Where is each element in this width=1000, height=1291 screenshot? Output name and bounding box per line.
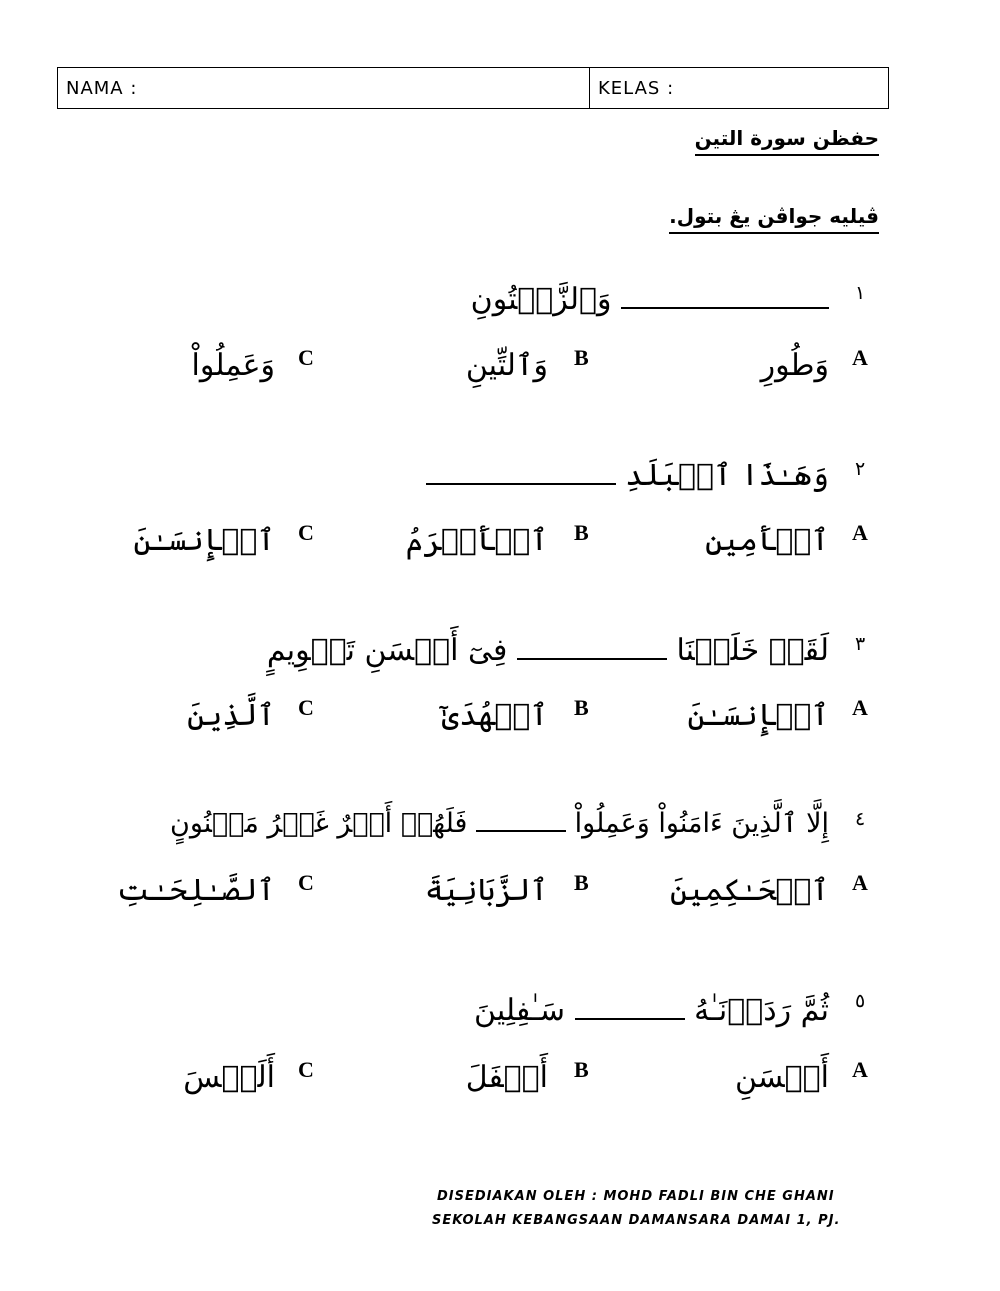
option-letter-c: C bbox=[298, 345, 314, 370]
question-after-text: فَلَهُمۡ أَجۡرٌ غَيۡرُ مَمۡنُونٍ bbox=[170, 808, 468, 839]
option-letter-b: B bbox=[574, 345, 589, 370]
student-info-table bbox=[57, 67, 889, 109]
question-text bbox=[474, 993, 829, 1028]
question-number: ٥ bbox=[855, 990, 866, 1012]
option-letter-b: B bbox=[574, 520, 589, 545]
option-letter-c: C bbox=[298, 520, 314, 545]
answer-blank bbox=[517, 636, 667, 660]
answer-blank bbox=[621, 285, 829, 309]
question-number: ١ bbox=[855, 282, 866, 304]
question-text bbox=[267, 633, 829, 668]
answer-blank bbox=[476, 808, 566, 832]
option-b[interactable]: ٱلۡأَكۡرَمُ bbox=[405, 523, 548, 558]
question-text bbox=[426, 458, 829, 493]
option-a[interactable]: ٱلۡإِنسَـٰنَ bbox=[687, 698, 829, 733]
footer-author: DISEDIAKAN OLEH : MOHD FADLI BIN CHE GHANI bbox=[437, 1189, 835, 1204]
question-number: ٣ bbox=[855, 633, 866, 655]
answer-blank bbox=[575, 996, 685, 1020]
option-b[interactable]: وَٱلتِّينِ bbox=[465, 348, 548, 383]
option-letter-a: A bbox=[852, 345, 868, 370]
option-b[interactable]: ٱلۡهُدَىٰٓ bbox=[441, 698, 548, 733]
option-c[interactable]: وَعَمِلُواْ bbox=[191, 348, 275, 383]
option-a[interactable]: وَطُورِ bbox=[760, 348, 829, 383]
option-c[interactable]: ٱلَّذِينَ bbox=[187, 698, 275, 733]
nama-label: NAMA : bbox=[66, 77, 138, 99]
nama-field[interactable] bbox=[58, 68, 590, 108]
option-a[interactable]: ٱلۡحَـٰكِمِينَ bbox=[669, 873, 829, 908]
option-letter-b: B bbox=[574, 695, 589, 720]
instruction-text: ڤيليه جواڤن يڠ بتول. bbox=[669, 204, 879, 234]
footer-school: SEKOLAH KEBANGSAAN DAMANSARA DAMAI 1, PJ. bbox=[432, 1213, 841, 1228]
option-c[interactable]: ٱلۡإِنسَـٰنَ bbox=[133, 523, 275, 558]
question-text bbox=[471, 282, 829, 317]
question-text bbox=[170, 808, 829, 839]
question-after-text: وَٱلزَّيۡتُونِ bbox=[470, 282, 612, 317]
question-number: ٤ bbox=[855, 808, 866, 830]
answer-blank bbox=[426, 461, 616, 485]
question-number: ٢ bbox=[855, 458, 866, 480]
question-after-text: فِىٓ أَحۡسَنِ تَقۡوِيمٍ bbox=[266, 633, 508, 668]
option-letter-c: C bbox=[298, 870, 314, 895]
option-letter-a: A bbox=[852, 520, 868, 545]
option-letter-a: A bbox=[852, 1057, 868, 1082]
option-letter-b: B bbox=[574, 1057, 589, 1082]
option-b[interactable]: أَسۡفَلَ bbox=[465, 1060, 548, 1095]
option-letter-a: A bbox=[852, 870, 868, 895]
option-a[interactable]: ٱلۡأَمِينِ bbox=[705, 523, 829, 558]
option-letter-c: C bbox=[298, 695, 314, 720]
option-letter-a: A bbox=[852, 695, 868, 720]
question-before-text: إِلَّا ٱلَّذِينَ ءَامَنُواْ وَعَمِلُواْ bbox=[574, 808, 829, 839]
question-before-text: ثُمَّ رَدَدۡنَـٰهُ bbox=[694, 993, 829, 1028]
question-before-text: وَهَـٰذَا ٱلۡبَلَدِ bbox=[625, 458, 829, 493]
worksheet-title: حفظن سورة التين bbox=[695, 126, 879, 156]
question-after-text: سَـٰفِلِينَ bbox=[474, 993, 565, 1028]
option-b[interactable]: ٱلزَّبَانِيَةَ bbox=[424, 873, 548, 908]
question-before-text: لَقَدۡ خَلَقۡنَا bbox=[676, 633, 829, 668]
kelas-label: KELAS : bbox=[598, 77, 675, 99]
option-letter-b: B bbox=[574, 870, 589, 895]
option-letter-c: C bbox=[298, 1057, 314, 1082]
kelas-field[interactable] bbox=[590, 68, 888, 108]
option-c[interactable]: ٱلصَّـٰلِحَـٰتِ bbox=[116, 873, 275, 908]
option-a[interactable]: أَحۡسَنِ bbox=[735, 1060, 829, 1095]
option-c[interactable]: أَلَيۡسَ bbox=[183, 1060, 275, 1095]
